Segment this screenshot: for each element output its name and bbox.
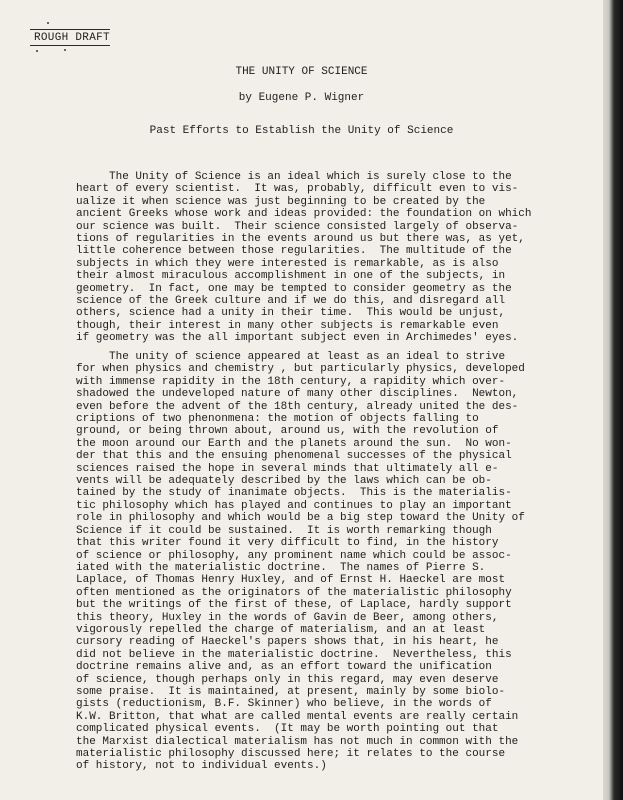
- text-line: others, science had a unity in their time. This would be unjust,: [76, 307, 506, 320]
- text-line: but the writings of the first of these, of Laplace, hardly support: [76, 599, 512, 612]
- text-line: the Marxist dialectical materialism has not much in common with the: [76, 735, 519, 748]
- text-line: this theory, Huxley in the words of Gavin de Beer, among others,: [76, 611, 499, 624]
- text-line: that this writer found it very difficult to find, in the history: [76, 537, 499, 550]
- text-line: subjects in which they were interested is remarkable, as is also: [76, 257, 499, 270]
- text-line: ualize it when science was just beginning to be created by the: [76, 195, 486, 208]
- paper-speck: [47, 22, 49, 24]
- text-line: sciences raised the hope in several minds that ultimately all e-: [76, 462, 499, 475]
- text-line: Science if it could be sustained. It is worth remarking though: [76, 524, 492, 537]
- text-line: if geometry was the all important subject even in Archimedes' eyes.: [76, 332, 519, 345]
- text-line: cursory reading of Haeckel's papers shows that, in his heart, he: [76, 636, 499, 649]
- section-heading: Past Efforts to Establish the Unity of Science: [149, 125, 454, 137]
- text-line: with immense rapidity in the 18th century, a rapidity which over-: [76, 375, 506, 388]
- text-line: K.W. Britton, that what are called mental events are really certain: [76, 710, 519, 723]
- text-line: vents will be adequately described by the laws which can be ob-: [76, 475, 492, 488]
- paper-speck: [64, 49, 66, 51]
- text-line: shadowed the undeveloped nature of many other disciplines. Newton,: [76, 388, 519, 401]
- text-line: geometry. In fact, one may be tempted to consider geometry as the: [76, 282, 512, 295]
- text-line: vigorously repelled the charge of materialism, and an at least: [76, 623, 486, 636]
- text-line: even before the advent of the 18th century, already united the des-: [76, 400, 519, 413]
- text-line: for when physics and chemistry , but particularly physics, developed: [76, 363, 525, 376]
- paper-speck: [36, 50, 38, 52]
- text-line: ancient Greeks whose work and ideas provided: the foundation on which: [76, 208, 532, 221]
- document-author: by Eugene P. Wigner: [238, 92, 365, 104]
- paragraph-1: [76, 171, 576, 345]
- text-line: tic philosophy which has played and continues to play an important: [76, 499, 512, 512]
- text-line: iated with the materialistic doctrine. The names of Pierre S.: [76, 561, 486, 574]
- text-line: The unity of science appeared at least as an ideal to strive: [76, 351, 506, 363]
- text-line: often mentioned as the originators of the materialistic philosophy: [76, 586, 512, 599]
- text-line: materialistic philosophy discussed here; it relates to the course: [76, 748, 506, 760]
- text-line: heart of every scientist. It was, probably, difficult even to vis-: [76, 183, 519, 196]
- text-line: some praise. It is maintained, at present, mainly by some biolo-: [76, 685, 506, 698]
- text-line: doctrine remains alive and, as an effort toward the unification: [76, 661, 492, 674]
- text-line: of science or philosophy, any prominent name which could be assoc-: [76, 549, 512, 562]
- text-line: though, their interest in many other subjects is remarkable even: [76, 319, 499, 332]
- text-line: criptions of two phenonmena: the motion of objects falling to: [76, 413, 479, 426]
- text-line: role in philosophy and which would be a big step toward the Unity of: [76, 512, 525, 525]
- text-line: of science, though perhaps only in this regard, may even deserve: [76, 673, 499, 686]
- text-line: gists (reductionism, B.F. Skinner) who believe, in the words of: [76, 698, 492, 711]
- text-line: tions of regularities in the events around us but there was, as yet,: [76, 233, 525, 246]
- paragraph-2: [76, 351, 576, 773]
- text-line: their almost miraculous accomplishment in one of the subjects, in: [76, 270, 506, 283]
- draft-label: ROUGH DRAFT: [34, 32, 110, 44]
- page-edge-shadow: [603, 0, 623, 800]
- text-line: der that this and the ensuing phenomenal successes of the physical: [76, 450, 512, 463]
- text-line: of history, not to individual events.): [76, 760, 327, 773]
- text-line: little coherence between those regularities. The multitude of the: [76, 245, 512, 258]
- document-title: THE UNITY OF SCIENCE: [235, 66, 368, 78]
- draft-label-top-rule: [30, 29, 110, 30]
- text-line: the moon around our Earth and the planets around the sun. No won-: [76, 437, 512, 450]
- text-line: Laplace, of Thomas Henry Huxley, and of Ernst H. Haeckel are most: [76, 574, 506, 587]
- draft-label-underline: [30, 45, 110, 46]
- text-line: complicated physical events. (It may be worth pointing out that: [76, 723, 499, 736]
- text-line: ground, or being thrown about, around us, with the revolution of: [76, 425, 499, 438]
- text-line: The Unity of Science is an ideal which is surely close to the: [76, 171, 512, 183]
- text-line: science of the Greek culture and if we do this, and disregard all: [76, 295, 506, 308]
- text-line: tained by the study of inanimate objects. This is the materialis-: [76, 487, 512, 500]
- text-line: our science was built. Their science consisted largely of observa-: [76, 220, 519, 233]
- text-line: did not believe in the materialistic doctrine. Nevertheless, this: [76, 648, 512, 661]
